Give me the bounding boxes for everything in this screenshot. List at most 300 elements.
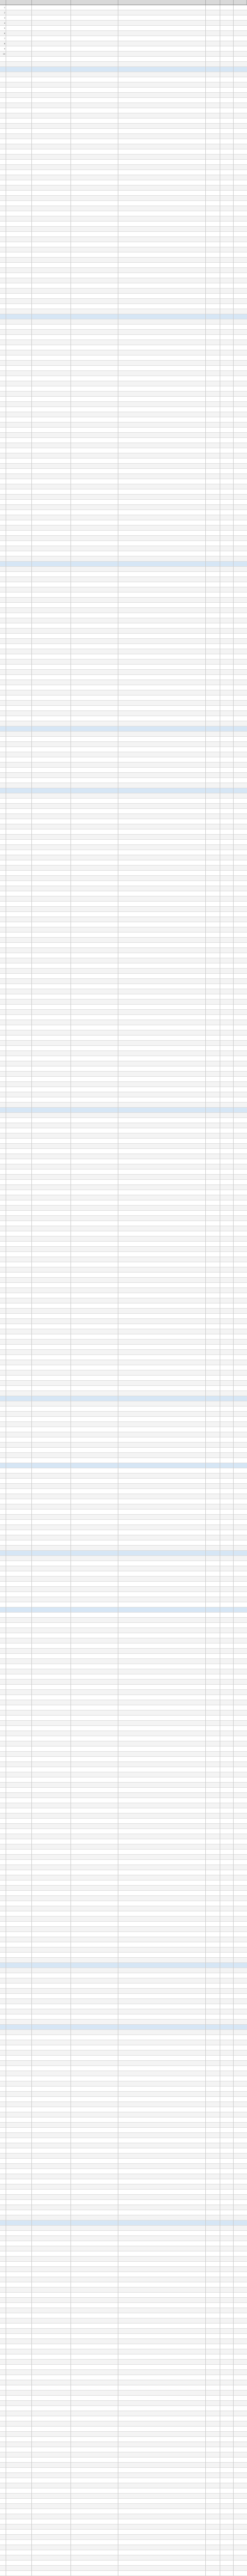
cell-no[interactable] <box>0 82 6 88</box>
cell-dsc[interactable] <box>71 690 118 696</box>
cell-a[interactable] <box>206 665 220 670</box>
cell-c[interactable] <box>234 484 247 489</box>
cell-name[interactable] <box>118 850 206 855</box>
table-row[interactable] <box>0 696 247 701</box>
cell-type[interactable] <box>6 649 32 654</box>
cell-c[interactable] <box>234 1803 247 1808</box>
cell-code[interactable] <box>32 1417 71 1422</box>
cell-b[interactable] <box>220 2334 234 2339</box>
cell-a[interactable] <box>206 1700 220 1705</box>
cell-a[interactable] <box>206 860 220 866</box>
cell-no[interactable] <box>0 67 6 72</box>
cell-type[interactable] <box>6 1788 32 1793</box>
cell-b[interactable] <box>220 2133 234 2138</box>
cell-b[interactable] <box>220 1710 234 1716</box>
cell-c[interactable] <box>234 2200 247 2205</box>
cell-b[interactable] <box>220 515 234 520</box>
cell-code[interactable] <box>32 582 71 587</box>
cell-dsc[interactable] <box>71 711 118 716</box>
cell-a[interactable] <box>206 2354 220 2360</box>
cell-b[interactable] <box>220 927 234 933</box>
cell-dsc[interactable] <box>71 1164 118 1170</box>
cell-c[interactable] <box>234 2391 247 2396</box>
cell-b[interactable] <box>220 2530 234 2535</box>
cell-code[interactable] <box>32 1376 71 1381</box>
cell-code[interactable] <box>32 1406 71 1412</box>
cell-c[interactable] <box>234 2561 247 2566</box>
cell-dsc[interactable] <box>71 2200 118 2205</box>
table-row[interactable] <box>0 2133 247 2138</box>
cell-type[interactable] <box>6 716 32 721</box>
cell-code[interactable] <box>32 1705 71 1710</box>
cell-a[interactable] <box>206 1437 220 1443</box>
table-row[interactable] <box>0 1154 247 1159</box>
cell-dsc[interactable] <box>71 1030 118 1036</box>
cell-a[interactable] <box>206 696 220 701</box>
cell-a[interactable] <box>206 118 220 124</box>
table-row[interactable] <box>0 1917 247 1922</box>
table-row[interactable] <box>0 1984 247 1989</box>
cell-b[interactable] <box>220 1896 234 1901</box>
cell-b[interactable] <box>220 1649 234 1654</box>
cell-a[interactable] <box>206 546 220 551</box>
cell-type[interactable] <box>6 1777 32 1783</box>
cell-b[interactable] <box>220 2004 234 2009</box>
cell-a[interactable] <box>206 1061 220 1066</box>
cell-code[interactable] <box>32 1298 71 1303</box>
cell-dsc[interactable] <box>71 325 118 330</box>
cell-a[interactable] <box>206 412 220 417</box>
cell-c[interactable] <box>234 1319 247 1324</box>
cell-no[interactable] <box>0 608 6 613</box>
table-row[interactable] <box>0 1623 247 1628</box>
table-row[interactable] <box>0 46 247 52</box>
cell-a[interactable] <box>206 1638 220 1643</box>
cell-name[interactable] <box>118 969 206 974</box>
cell-code[interactable] <box>32 1072 71 1077</box>
cell-type[interactable] <box>6 422 32 428</box>
cell-c[interactable] <box>234 1360 247 1365</box>
cell-name[interactable] <box>118 1494 206 1499</box>
cell-name[interactable] <box>118 469 206 474</box>
cell-c[interactable] <box>234 1783 247 1788</box>
cell-dsc[interactable] <box>71 1844 118 1850</box>
cell-c[interactable] <box>234 1515 247 1520</box>
cell-name[interactable] <box>118 1273 206 1278</box>
cell-a[interactable] <box>206 1417 220 1422</box>
cell-dsc[interactable] <box>71 1082 118 1087</box>
table-row[interactable] <box>0 1530 247 1535</box>
table-row[interactable] <box>0 587 247 592</box>
cell-b[interactable] <box>220 2458 234 2463</box>
cell-b[interactable] <box>220 2447 234 2452</box>
cell-dsc[interactable] <box>71 319 118 325</box>
table-row[interactable] <box>0 412 247 417</box>
cell-no[interactable] <box>0 1504 6 1510</box>
cell-b[interactable] <box>220 2020 234 2025</box>
cell-c[interactable] <box>234 2148 247 2154</box>
cell-c[interactable] <box>234 1139 247 1144</box>
cell-c[interactable] <box>234 93 247 98</box>
cell-name[interactable] <box>118 1814 206 1819</box>
cell-a[interactable] <box>206 1710 220 1716</box>
cell-a[interactable] <box>206 2236 220 2241</box>
cell-b[interactable] <box>220 247 234 252</box>
cell-b[interactable] <box>220 948 234 953</box>
table-row[interactable] <box>0 1200 247 1206</box>
cell-name[interactable] <box>118 881 206 886</box>
cell-type[interactable] <box>6 1432 32 1437</box>
cell-name[interactable] <box>118 938 206 943</box>
cell-type[interactable] <box>6 1911 32 1917</box>
cell-code[interactable] <box>32 2226 71 2231</box>
cell-code[interactable] <box>32 1968 71 1973</box>
cell-type[interactable] <box>6 1365 32 1370</box>
cell-name[interactable] <box>118 526 206 531</box>
table-row[interactable] <box>0 1427 247 1432</box>
table-row[interactable] <box>0 1788 247 1793</box>
cell-dsc[interactable] <box>71 1520 118 1525</box>
cell-no[interactable] <box>0 706 6 711</box>
cell-type[interactable] <box>6 526 32 531</box>
cell-b[interactable] <box>220 1602 234 1607</box>
cell-dsc[interactable] <box>71 1592 118 1597</box>
cell-dsc[interactable] <box>71 804 118 809</box>
cell-code[interactable] <box>32 417 71 422</box>
cell-no[interactable] <box>0 2138 6 2143</box>
cell-b[interactable] <box>220 778 234 783</box>
cell-name[interactable] <box>118 1293 206 1298</box>
cell-b[interactable] <box>220 2081 234 2087</box>
cell-no[interactable] <box>0 562 6 567</box>
cell-c[interactable] <box>234 1087 247 1092</box>
cell-type[interactable] <box>6 1721 32 1726</box>
cell-name[interactable] <box>118 2190 206 2195</box>
cell-dsc[interactable] <box>71 726 118 732</box>
cell-type[interactable] <box>6 1638 32 1643</box>
cell-code[interactable] <box>32 1041 71 1046</box>
cell-c[interactable] <box>234 989 247 994</box>
table-row[interactable] <box>0 824 247 829</box>
cell-no[interactable] <box>0 2468 6 2473</box>
table-row[interactable] <box>0 2056 247 2061</box>
cell-type[interactable] <box>6 1221 32 1226</box>
cell-no[interactable] <box>0 438 6 443</box>
cell-c[interactable] <box>234 1473 247 1479</box>
cell-dsc[interactable] <box>71 1669 118 1674</box>
cell-name[interactable] <box>118 1556 206 1561</box>
cell-dsc[interactable] <box>71 1927 118 1932</box>
cell-no[interactable] <box>0 907 6 912</box>
cell-a[interactable] <box>206 2076 220 2081</box>
cell-code[interactable] <box>32 505 71 510</box>
table-row[interactable] <box>0 1437 247 1443</box>
cell-c[interactable] <box>234 1314 247 1319</box>
cell-dsc[interactable] <box>71 505 118 510</box>
cell-type[interactable] <box>6 1850 32 1855</box>
cell-c[interactable] <box>234 335 247 340</box>
table-row[interactable] <box>0 242 247 247</box>
cell-code[interactable] <box>32 268 71 273</box>
cell-code[interactable] <box>32 922 71 927</box>
cell-a[interactable] <box>206 1113 220 1118</box>
cell-a[interactable] <box>206 1066 220 1072</box>
cell-c[interactable] <box>234 629 247 634</box>
cell-code[interactable] <box>32 206 71 211</box>
cell-no[interactable] <box>0 1386 6 1391</box>
cell-code[interactable] <box>32 325 71 330</box>
cell-c[interactable] <box>234 1108 247 1113</box>
cell-type[interactable] <box>6 1144 32 1149</box>
cell-no[interactable] <box>0 1577 6 1582</box>
cell-code[interactable] <box>32 696 71 701</box>
cell-type[interactable] <box>6 2148 32 2154</box>
cell-code[interactable] <box>32 1783 71 1788</box>
cell-dsc[interactable] <box>71 1262 118 1267</box>
cell-code[interactable] <box>32 2385 71 2391</box>
cell-code[interactable] <box>32 1669 71 1674</box>
table-row[interactable] <box>0 2081 247 2087</box>
cell-dsc[interactable] <box>71 1602 118 1607</box>
cell-type[interactable] <box>6 1783 32 1788</box>
table-row[interactable] <box>0 572 247 577</box>
cell-c[interactable] <box>234 2081 247 2087</box>
cell-b[interactable] <box>220 1530 234 1535</box>
cell-b[interactable] <box>220 2561 234 2566</box>
cell-b[interactable] <box>220 1968 234 1973</box>
cell-type[interactable] <box>6 850 32 855</box>
cell-a[interactable] <box>206 1561 220 1566</box>
cell-b[interactable] <box>220 824 234 829</box>
cell-dsc[interactable] <box>71 2561 118 2566</box>
cell-no[interactable] <box>0 1510 6 1515</box>
cell-b[interactable] <box>220 1406 234 1412</box>
cell-dsc[interactable] <box>71 191 118 196</box>
cell-b[interactable] <box>220 732 234 737</box>
cell-code[interactable] <box>32 1283 71 1288</box>
cell-a[interactable] <box>206 1149 220 1154</box>
cell-code[interactable] <box>32 1953 71 1958</box>
cell-type[interactable] <box>6 922 32 927</box>
cell-dsc[interactable] <box>71 969 118 974</box>
cell-name[interactable] <box>118 77 206 82</box>
cell-c[interactable] <box>234 1396 247 1401</box>
cell-name[interactable] <box>118 2159 206 2164</box>
cell-code[interactable] <box>32 175 71 180</box>
cell-a[interactable] <box>206 1901 220 1906</box>
cell-no[interactable] <box>0 294 6 299</box>
cell-dsc[interactable] <box>71 793 118 799</box>
cell-a[interactable] <box>206 1473 220 1479</box>
cell-dsc[interactable] <box>71 1422 118 1427</box>
cell-no[interactable] <box>0 2226 6 2231</box>
cell-type[interactable] <box>6 587 32 592</box>
cell-c[interactable] <box>234 77 247 82</box>
cell-name[interactable] <box>118 2354 206 2360</box>
cell-dsc[interactable] <box>71 1206 118 1211</box>
table-row[interactable] <box>0 489 247 495</box>
cell-b[interactable] <box>220 2045 234 2050</box>
cell-type[interactable] <box>6 2483 32 2488</box>
cell-name[interactable] <box>118 515 206 520</box>
cell-type[interactable] <box>6 665 32 670</box>
cell-a[interactable] <box>206 2154 220 2159</box>
cell-code[interactable] <box>32 1432 71 1437</box>
cell-type[interactable] <box>6 2488 32 2494</box>
cell-code[interactable] <box>32 737 71 742</box>
cell-b[interactable] <box>220 1247 234 1252</box>
table-row[interactable] <box>0 1690 247 1695</box>
cell-name[interactable] <box>118 2571 206 2576</box>
cell-dsc[interactable] <box>71 891 118 896</box>
cell-code[interactable] <box>32 1942 71 1947</box>
cell-type[interactable] <box>6 1844 32 1850</box>
cell-dsc[interactable] <box>71 1087 118 1092</box>
cell-name[interactable] <box>118 1432 206 1437</box>
cell-name[interactable] <box>118 1674 206 1680</box>
cell-type[interactable] <box>6 2540 32 2545</box>
cell-dsc[interactable] <box>71 1850 118 1855</box>
cell-no[interactable] <box>0 1437 6 1443</box>
cell-type[interactable] <box>6 129 32 134</box>
cell-dsc[interactable] <box>71 1443 118 1448</box>
cell-dsc[interactable] <box>71 1103 118 1108</box>
cell-no[interactable] <box>0 1984 6 1989</box>
table-row[interactable] <box>0 1855 247 1860</box>
cell-no[interactable] <box>0 2282 6 2287</box>
cell-dsc[interactable] <box>71 1649 118 1654</box>
cell-b[interactable] <box>220 459 234 464</box>
cell-no[interactable] <box>0 598 6 603</box>
cell-c[interactable] <box>234 232 247 237</box>
cell-a[interactable] <box>206 618 220 623</box>
cell-b[interactable] <box>220 57 234 62</box>
cell-name[interactable] <box>118 273 206 278</box>
cell-c[interactable] <box>234 912 247 917</box>
cell-c[interactable] <box>234 582 247 587</box>
cell-c[interactable] <box>234 1185 247 1190</box>
cell-dsc[interactable] <box>71 958 118 963</box>
cell-a[interactable] <box>206 211 220 216</box>
cell-type[interactable] <box>6 1061 32 1066</box>
cell-name[interactable] <box>118 2030 206 2035</box>
cell-code[interactable] <box>32 1484 71 1489</box>
cell-a[interactable] <box>206 2097 220 2102</box>
cell-code[interactable] <box>32 67 71 72</box>
table-row[interactable] <box>0 1669 247 1674</box>
cell-a[interactable] <box>206 912 220 917</box>
table-row[interactable] <box>0 598 247 603</box>
cell-code[interactable] <box>32 752 71 757</box>
cell-b[interactable] <box>220 1927 234 1932</box>
cell-b[interactable] <box>220 1540 234 1546</box>
table-row[interactable] <box>0 428 247 433</box>
table-row[interactable] <box>0 871 247 876</box>
cell-name[interactable] <box>118 268 206 273</box>
cell-a[interactable] <box>206 1643 220 1649</box>
cell-b[interactable] <box>220 1206 234 1211</box>
cell-b[interactable] <box>220 2308 234 2313</box>
cell-b[interactable] <box>220 618 234 623</box>
cell-type[interactable] <box>6 1613 32 1618</box>
table-row[interactable] <box>0 392 247 397</box>
cell-c[interactable] <box>234 2421 247 2427</box>
cell-type[interactable] <box>6 1206 32 1211</box>
cell-dsc[interactable] <box>71 866 118 871</box>
cell-name[interactable] <box>118 2128 206 2133</box>
cell-no[interactable] <box>0 484 6 489</box>
cell-dsc[interactable] <box>71 36 118 41</box>
cell-no[interactable] <box>0 876 6 881</box>
cell-name[interactable] <box>118 1226 206 1231</box>
table-row[interactable] <box>0 752 247 757</box>
cell-no[interactable] <box>0 2344 6 2349</box>
cell-no[interactable] <box>0 2313 6 2318</box>
cell-type[interactable] <box>6 1293 32 1298</box>
cell-a[interactable] <box>206 1984 220 1989</box>
cell-type[interactable] <box>6 438 32 443</box>
cell-b[interactable] <box>220 422 234 428</box>
cell-name[interactable] <box>118 330 206 335</box>
cell-code[interactable] <box>32 1468 71 1473</box>
cell-code[interactable] <box>32 1592 71 1597</box>
cell-b[interactable] <box>220 1643 234 1649</box>
cell-dsc[interactable] <box>71 1489 118 1494</box>
cell-c[interactable] <box>234 2478 247 2483</box>
cell-b[interactable] <box>220 2035 234 2040</box>
table-row[interactable] <box>0 180 247 185</box>
cell-c[interactable] <box>234 1788 247 1793</box>
cell-a[interactable] <box>206 2138 220 2143</box>
cell-a[interactable] <box>206 520 220 526</box>
cell-code[interactable] <box>32 1602 71 1607</box>
cell-no[interactable] <box>0 474 6 479</box>
cell-type[interactable] <box>6 459 32 464</box>
cell-a[interactable] <box>206 2200 220 2205</box>
cell-code[interactable] <box>32 1757 71 1762</box>
cell-b[interactable] <box>220 974 234 979</box>
cell-dsc[interactable] <box>71 1025 118 1030</box>
cell-type[interactable] <box>6 124 32 129</box>
cell-b[interactable] <box>220 1731 234 1736</box>
cell-c[interactable] <box>234 958 247 963</box>
cell-c[interactable] <box>234 361 247 366</box>
cell-dsc[interactable] <box>71 21 118 26</box>
table-row[interactable] <box>0 639 247 644</box>
cell-b[interactable] <box>220 1947 234 1953</box>
cell-a[interactable] <box>206 1958 220 1963</box>
cell-type[interactable] <box>6 984 32 989</box>
table-row[interactable] <box>0 1231 247 1236</box>
cell-code[interactable] <box>32 1185 71 1190</box>
cell-c[interactable] <box>234 407 247 412</box>
cell-a[interactable] <box>206 1468 220 1473</box>
cell-code[interactable] <box>32 1257 71 1262</box>
cell-name[interactable] <box>118 1303 206 1309</box>
table-row[interactable] <box>0 778 247 783</box>
table-row[interactable] <box>0 2169 247 2174</box>
cell-a[interactable] <box>206 505 220 510</box>
cell-type[interactable] <box>6 572 32 577</box>
cell-b[interactable] <box>220 1752 234 1757</box>
cell-code[interactable] <box>32 216 71 222</box>
table-row[interactable] <box>0 835 247 840</box>
cell-code[interactable] <box>32 1896 71 1901</box>
table-row[interactable] <box>0 1216 247 1221</box>
cell-no[interactable]: 5 <box>0 26 6 31</box>
cell-name[interactable] <box>118 567 206 572</box>
cell-code[interactable] <box>32 2143 71 2148</box>
